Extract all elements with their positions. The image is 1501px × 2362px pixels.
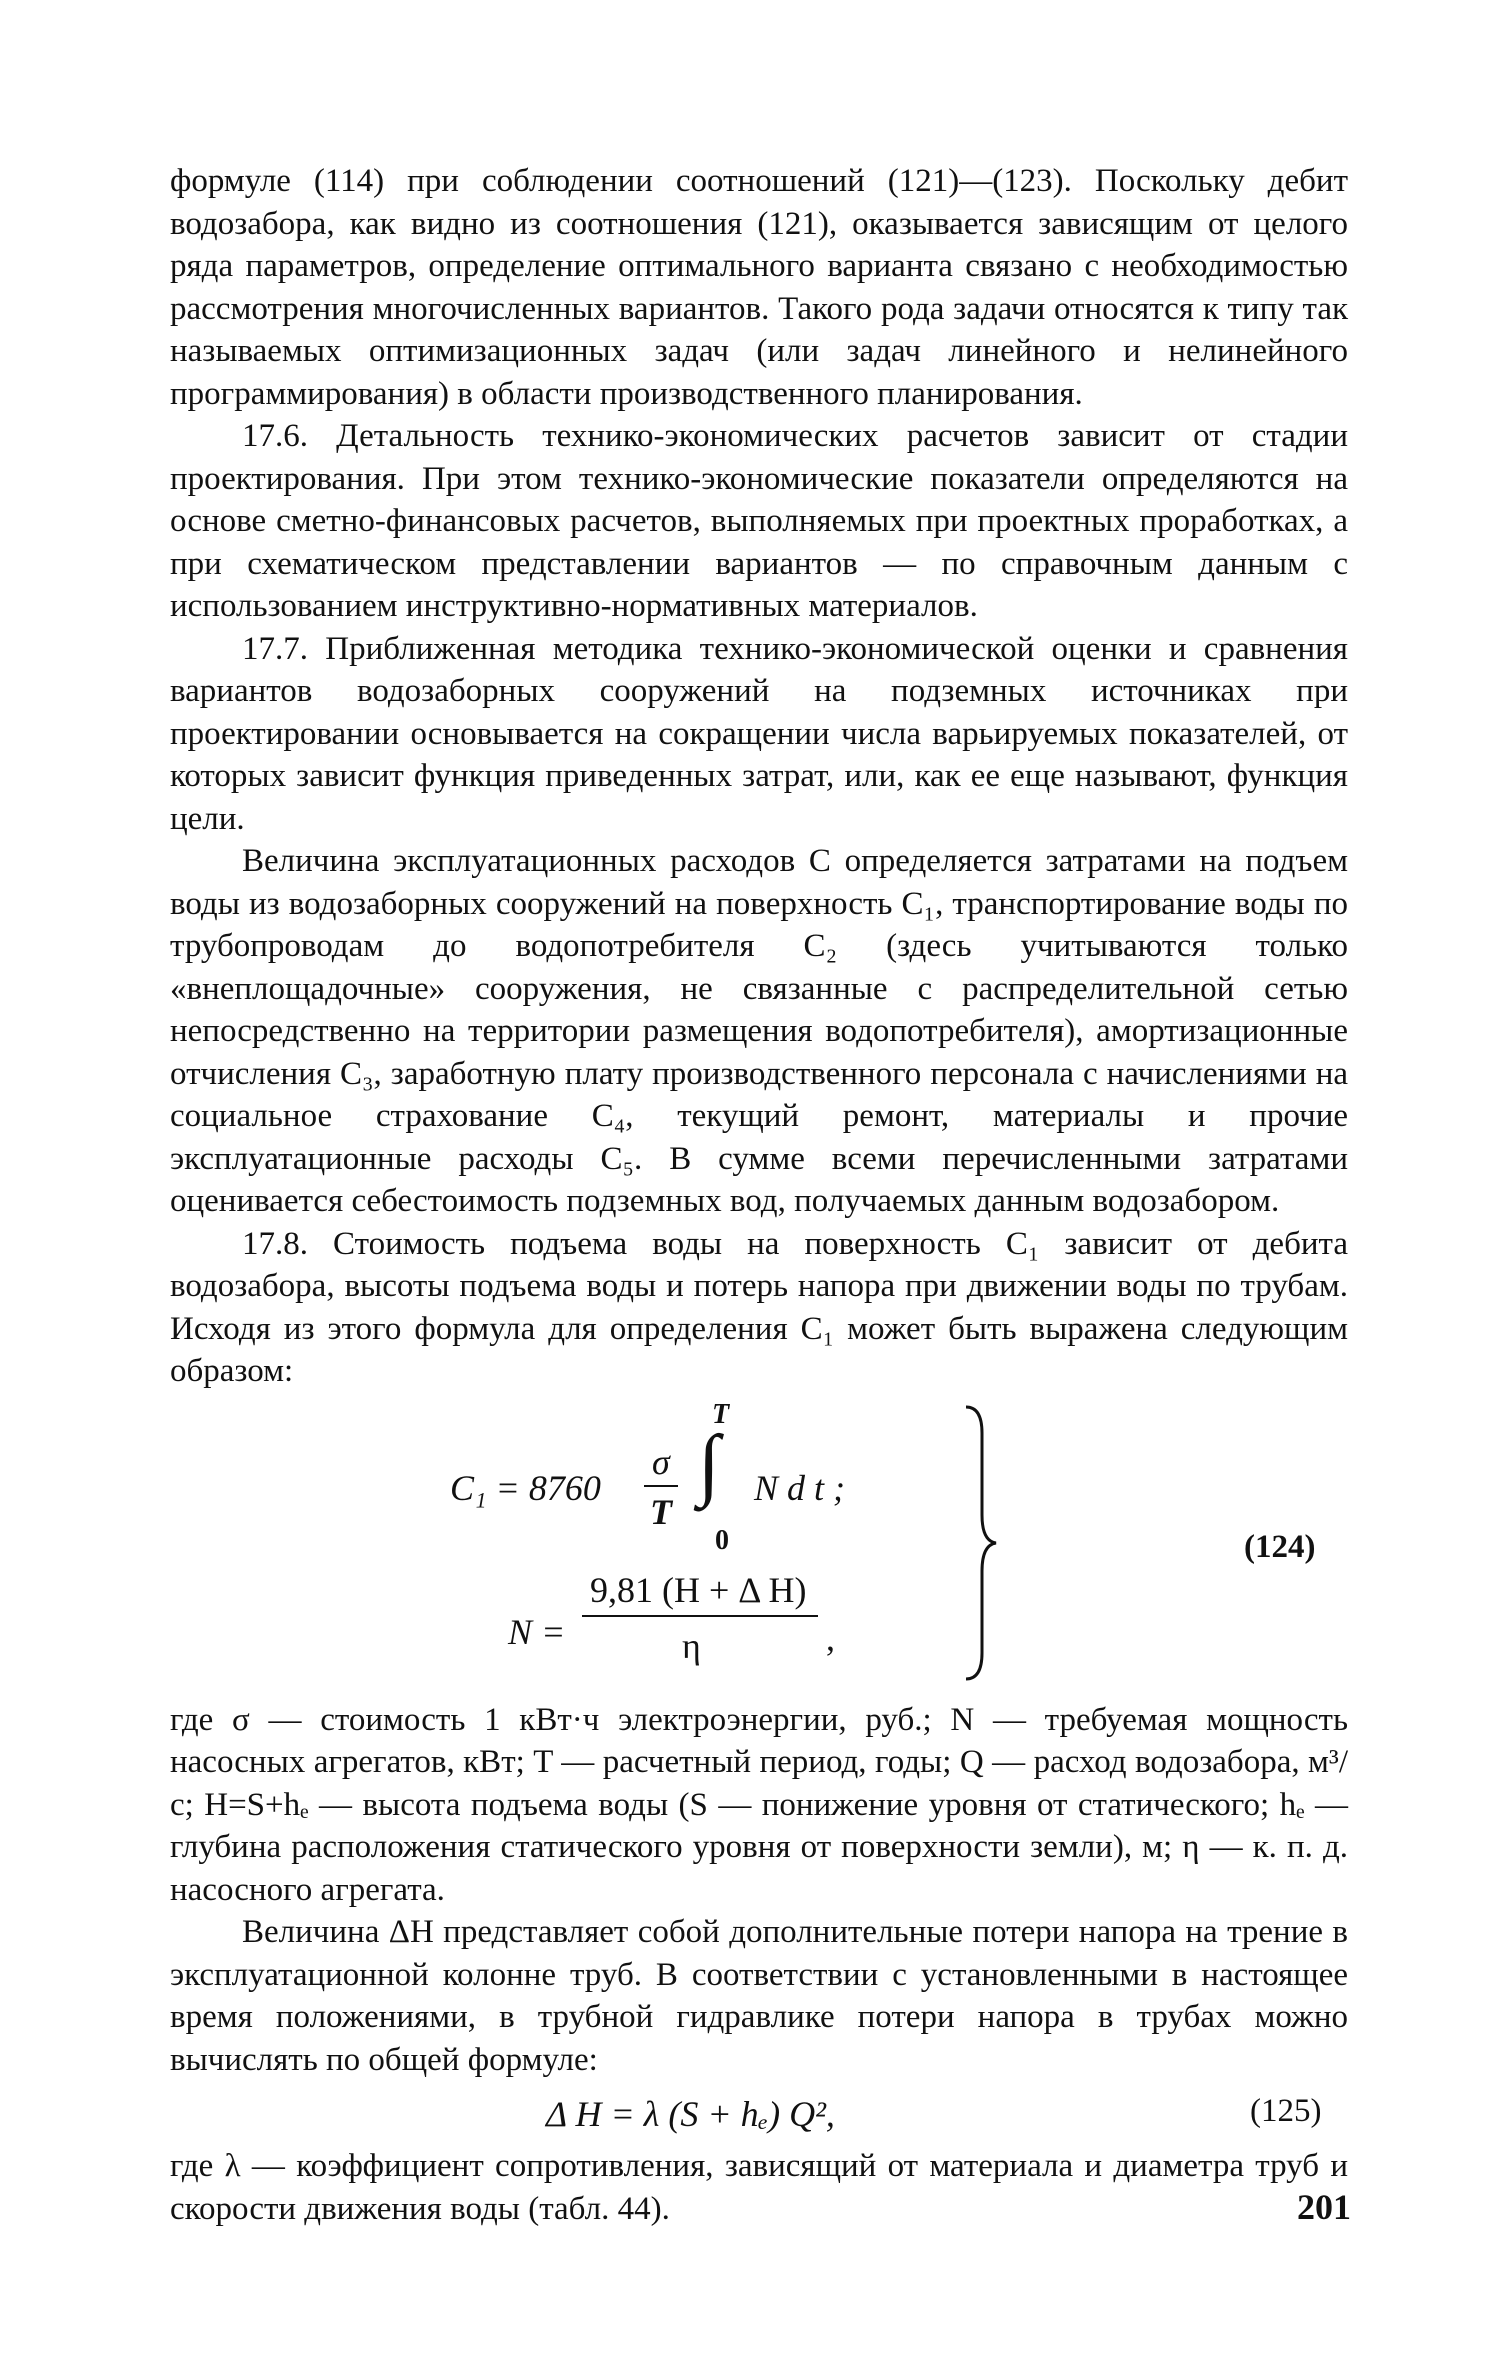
paragraph-lambda: где λ — коэффициент сопротивления, зависящий от материала и диаметра труб и скорости движения воды (табл. 44).: [170, 2148, 1348, 2227]
paragraph-17-7: 17.7. Приближенная методика технико-экономической оценки и сравнения вариантов водозаборных сооружений на подземных источниках при проектировании основывается на сокращении числа варьируемых показателей, от которых зависит функция приведенных затрат, или, как ее еще называют, функция цели.: [170, 630, 1348, 837]
fraction-denominator-t: T: [650, 1491, 672, 1532]
page-number: 201: [1297, 2187, 1351, 2227]
fraction-denominator-eta: η: [682, 1625, 701, 1666]
paragraph-definitions: где σ — стоимость 1 кВт·ч электроэнергии, руб.; N — требуемая мощность насосных агрегатов, кВт; T — расчетный период, годы; Q — расход водозабора, м³/с; H=S+hₑ — высота подъема воды (S — понижение уровня от статического; hₑ — глубина расположения статического уровня от поверхности земли), м; η — к. п. д. насосного агрегата.: [170, 1701, 1348, 1908]
paragraph-head-loss: Величина ΔH представляет собой дополнительные потери напора на трение в эксплуатационной колонне труб. В соответствии с установленными в настоящее время положениями, в трубной гидравлике потери напора в трубах можно вычислять по общей формуле:: [170, 1914, 1348, 2078]
fraction-line-1: [644, 1485, 678, 1487]
fraction-line-2: [582, 1615, 818, 1617]
right-brace: [960, 1403, 1000, 1683]
integrand: N d t ;: [754, 1467, 846, 1508]
fraction-numerator-head: 9,81 (H + Δ H): [590, 1569, 807, 1610]
integral-upper-limit: T: [712, 1398, 730, 1430]
page-body: [170, 160, 1348, 2230]
formula-c1-lhs: C₁ = 8760: [450, 1467, 601, 1508]
formula-comma: ,: [826, 1617, 835, 1658]
paragraph-operating-costs: Величина эксплуатационных расходов C определяется затратами на подъем воды из водозаборных сооружений на поверхность C₁, транспортирование воды по трубопроводам до водопотребителя C₂ (здесь учитываются только «внеплощадочные» сооружения, не связанные с распределительной сетью непосредственно на территории размещения водопотребителя), амортизационные отчисления C₃, заработную плату производственного персонала с начислениями на социальное страхование C₄, текущий ремонт, материалы и прочие эксплуатационные расходы C₅. В сумме всеми перечисленными затратами оценивается себестоимость подземных вод, получаемых данным водозабором.: [170, 843, 1348, 1219]
formula-125: [170, 2085, 1348, 2143]
integral-lower-limit: 0: [715, 1524, 729, 1556]
formula-n-lhs: N =: [508, 1611, 566, 1652]
formula-125-expression: Δ H = λ (S + hₑ) Q²,: [546, 2094, 835, 2134]
paragraph-17-8: 17.8. Стоимость подъема воды на поверхность C₁ зависит от дебита водозабора, высоты подъема воды и потерь напора при движении воды по трубам. Исходя из этого формула для определения C₁ может быть выражена следующим образом:: [170, 1225, 1348, 1389]
equation-number-125: (125): [1250, 2093, 1322, 2129]
equation-number-124: (124): [1244, 1528, 1316, 1565]
fraction-numerator-sigma: σ: [652, 1441, 670, 1482]
integral-sign: ∫: [698, 1419, 720, 1508]
paragraph-1: формуле (114) при соблюдении соотношений (121)—(123). Поскольку дебит водозабора, как видно из соотношения (121), оказывается зависящим от целого ряда параметров, определение оптимального варианта связано с необходимостью рассмотрения многочисленных вариантов. Такого рода задачи относятся к типу так называемых оптимизационных задач (или задач линейного и нелинейного программирования) в области производственного планирования.: [170, 163, 1348, 412]
paragraph-17-6: 17.6. Детальность технико-экономических расчетов зависит от стадии проектирования. При этом технико-экономические показатели определяются на основе сметно-финансовых расчетов, выполняемых при проектных проработках, а при схематическом представлении вариантов — по справочным данным с использованием инструктивно-нормативных материалов.: [170, 418, 1348, 624]
formula-124: [170, 1399, 1348, 1691]
